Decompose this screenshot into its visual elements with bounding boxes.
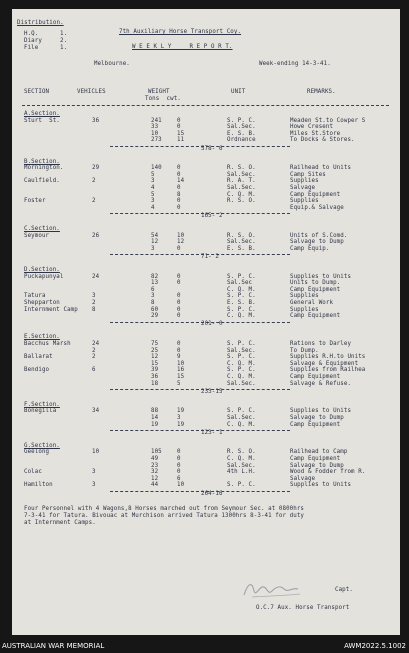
cell-tons: 12 <box>151 475 159 482</box>
cell-remarks: General Work <box>290 300 334 306</box>
cell-unit: R. S. O. <box>227 165 256 172</box>
cell-remarks: Salvage & Refuse. <box>290 380 352 387</box>
cell-unit: Sal.Sec. <box>227 124 256 131</box>
subtotal-rule <box>110 491 290 492</box>
cell-unit: R. S. O. <box>227 449 256 456</box>
distribution-title: Distribution. <box>17 20 64 26</box>
section-subtotal: 233-15 <box>201 388 223 395</box>
note-line: Four Personnel with 4 Wagons,8 Horses marched out from Seymour Sec. at 0800hrs <box>24 505 305 512</box>
cell-unit: S. P. C. <box>227 306 256 313</box>
signoff-rank: Capt. <box>335 587 353 593</box>
cell-remarks: Salvage <box>290 185 316 191</box>
cell-cwt: 19 <box>177 421 185 428</box>
cell-unit: Sal.Sec. <box>227 171 256 178</box>
cell-tons: 32 <box>151 469 159 476</box>
cell-section: Mornington. <box>24 165 64 172</box>
report-location: Melbourne. <box>94 61 130 67</box>
cell-remarks: Supplies <box>290 306 319 313</box>
cell-tons: 29 <box>151 313 159 320</box>
cell-remarks: Camp Equipment <box>290 286 341 293</box>
cell-cwt: 5 <box>177 380 181 387</box>
section-subtotal: 71- 2 <box>201 253 219 260</box>
cell-remarks: Miles St.Store <box>290 130 341 137</box>
cell-cwt: 0 <box>177 347 181 354</box>
cell-remarks: Supplies R.H.to Units <box>290 354 366 361</box>
cell-cwt: 0 <box>177 280 181 287</box>
cell-vehicles: 2 <box>92 300 96 306</box>
cell-unit: S. P. C. <box>227 117 256 124</box>
cell-cwt: 10 <box>177 482 185 489</box>
cell-remarks: Rations to Darley <box>290 341 352 347</box>
cell-section: C.Section. <box>24 226 60 232</box>
cell-cwt: 0 <box>177 300 181 306</box>
cell-cwt: 0 <box>177 293 181 300</box>
cell-cwt: 15 <box>177 130 185 137</box>
cell-section: Tatura <box>24 293 46 300</box>
cell-unit: S. P. C. <box>227 341 256 347</box>
cell-vehicles: 3 <box>92 293 96 300</box>
cell-tons: 49 <box>151 456 159 462</box>
unit-name: 7th Auxiliary Horse Transport Coy. <box>119 29 242 35</box>
header-rule <box>22 105 389 106</box>
cell-unit: S. P. C. <box>227 482 256 489</box>
cell-section: D.Section. <box>24 267 60 273</box>
cell-cwt: 0 <box>177 469 181 476</box>
cell-remarks: Salvage to Dump <box>290 462 344 469</box>
cell-vehicles: 8 <box>92 306 96 313</box>
cell-unit: E. S. B. <box>227 300 256 306</box>
cell-tons: 12 <box>151 354 159 361</box>
cell-remarks: Equip.& Salvage <box>290 204 344 211</box>
cell-remarks: Supplies <box>290 178 319 185</box>
cell-tons: 3 <box>151 245 155 252</box>
cell-tons: 3 <box>151 293 155 300</box>
cell-cwt: 0 <box>177 198 181 205</box>
cell-unit: S. P. C. <box>227 367 256 374</box>
cell-cwt: 0 <box>177 273 181 280</box>
cell-remarks: Salvage to Dump <box>290 415 344 421</box>
cell-section: Seymour <box>24 232 50 239</box>
cell-tons: 8 <box>151 300 155 306</box>
cell-tons: 4 <box>151 204 155 211</box>
cell-unit: C. Q. M. <box>227 286 256 293</box>
cell-tons: 18 <box>151 380 159 387</box>
cell-remarks: Supplies to Units <box>290 273 352 280</box>
cell-section: Shepparton <box>24 300 60 306</box>
cell-tons: 33 <box>151 124 159 131</box>
col-vehicles: VEHICLES <box>77 89 106 95</box>
cell-tons: 82 <box>151 273 159 280</box>
cell-remarks: Camp Equipment <box>290 374 341 380</box>
cell-unit: C. Q. M. <box>227 456 256 462</box>
note-line: 7-3-41 for Tatura. Bivouac at Murchison arrived Tatura 1300hrs 8-3-41 for duty <box>24 512 305 519</box>
cell-tons: 25 <box>151 347 159 354</box>
cell-tons: 54 <box>151 232 159 239</box>
note-line: at Internment Camps. <box>24 519 96 526</box>
cell-tons: 5 <box>151 191 155 198</box>
cell-cwt: 15 <box>177 374 185 380</box>
cell-tons: 13 <box>151 280 159 287</box>
cell-vehicles: 24 <box>92 273 100 280</box>
cell-cwt: 0 <box>177 117 181 124</box>
cell-remarks: Howe Cresent <box>290 124 334 131</box>
cell-vehicles: 2 <box>92 178 96 185</box>
cell-tons: 6 <box>151 286 155 293</box>
cell-cwt: 0 <box>177 124 181 131</box>
cell-vehicles: 29 <box>92 165 100 172</box>
cell-remarks: Wood & Fodder from R. <box>290 469 366 476</box>
cell-tons: 12 <box>151 239 159 246</box>
section-subtotal: 201- 0 <box>201 321 223 328</box>
col-weight: WEIGHT <box>148 89 170 95</box>
cell-tons: 39 <box>151 367 159 374</box>
cell-unit: S. P. C. <box>227 293 256 300</box>
cell-section: Internment Camp <box>24 306 78 313</box>
cell-unit: E. S. B. <box>227 245 256 252</box>
cell-tons: 4 <box>151 185 155 191</box>
cell-remarks: Camp Equip. <box>290 245 330 252</box>
cell-unit: S. P. C. <box>227 408 256 415</box>
cell-cwt: 0 <box>177 204 181 211</box>
cell-cwt: 0 <box>177 306 181 313</box>
cell-vehicles: 2 <box>92 347 96 354</box>
cell-unit: Sal.Sec. <box>227 347 256 354</box>
cell-section: Hamilton <box>24 482 53 489</box>
cell-remarks: Meaden St.to Cowper S <box>290 117 366 124</box>
cell-vehicles: 3 <box>92 469 96 476</box>
cell-remarks: Supplies <box>290 293 319 300</box>
cell-remarks: Salvage to Dump <box>290 239 344 246</box>
cell-cwt: 0 <box>177 313 181 320</box>
col-remarks: REMARKS. <box>307 89 336 95</box>
cell-vehicles: 2 <box>92 198 96 205</box>
cell-remarks: Camp Sites <box>290 171 326 178</box>
cell-tons: 75 <box>151 341 159 347</box>
cell-cwt: 11 <box>177 137 185 144</box>
cell-section: E.Section. <box>24 334 60 341</box>
cell-cwt: 16 <box>177 367 185 374</box>
cell-section: Ballarat <box>24 354 53 361</box>
cell-unit: S. P. C. <box>227 273 256 280</box>
cell-vehicles: 26 <box>92 232 100 239</box>
cell-vehicles: 36 <box>92 117 100 124</box>
cell-vehicles: 34 <box>92 408 100 415</box>
cell-tons: 241 <box>151 117 162 124</box>
cell-section: Puckapunyal <box>24 273 64 280</box>
cell-cwt: 3 <box>177 415 181 421</box>
cell-cwt: 10 <box>177 232 185 239</box>
cell-tons: 105 <box>151 449 162 456</box>
cell-cwt: 19 <box>177 408 185 415</box>
cell-remarks: Railhead to Camp <box>290 449 348 456</box>
cell-section: Bendigo <box>24 367 50 374</box>
cell-unit: R. S. O. <box>227 232 256 239</box>
cell-remarks: Camp Equipment <box>290 456 341 462</box>
cell-unit: E. S. B. <box>227 130 256 137</box>
section-subtotal: 578- 6 <box>201 145 223 152</box>
cell-cwt: 6 <box>177 475 181 482</box>
cell-cwt: 0 <box>177 171 181 178</box>
cell-section: G.Section. <box>24 442 60 449</box>
cell-vehicles: 2 <box>92 354 96 361</box>
cell-cwt: 0 <box>177 341 181 347</box>
cell-remarks: Camp Equipment <box>290 313 341 320</box>
cell-tons: 10 <box>151 130 159 137</box>
cell-remarks: To Docks & Stores. <box>290 137 355 144</box>
cell-tons: 44 <box>151 482 159 489</box>
distribution-recipient: Diary <box>24 38 42 44</box>
cell-cwt: 8 <box>177 191 181 198</box>
cell-unit: Sal.Sec <box>227 280 253 287</box>
cell-tons: 23 <box>151 462 159 469</box>
cell-unit: C. Q. M. <box>227 360 256 367</box>
cell-cwt: 9 <box>177 354 181 361</box>
cell-vehicles: 24 <box>92 341 100 347</box>
cell-unit: Ordnance <box>227 137 256 144</box>
section-subtotal: 264-16 <box>201 490 223 497</box>
cell-section: Colac <box>24 469 42 476</box>
cell-section: Geelong <box>24 449 50 456</box>
distribution-recipient: File <box>24 45 39 51</box>
cell-unit: Sal.Sec. <box>227 239 256 246</box>
col-section: SECTION <box>24 89 50 95</box>
distribution-quantity: 1. <box>60 31 68 37</box>
cell-unit: C. Q. M. <box>227 313 256 320</box>
cell-tons: 3 <box>151 178 155 185</box>
cell-unit: Sal.Sec. <box>227 415 256 421</box>
cell-unit: R. S. O. <box>227 198 256 205</box>
cell-unit: 4th L.H. <box>227 469 256 476</box>
cell-unit: S. P. C. <box>227 354 256 361</box>
cell-section: Foster <box>24 198 46 205</box>
col-unit: UNIT <box>231 89 246 95</box>
cell-remarks: Supplies <box>290 198 319 205</box>
cell-unit: Sal.Sec. <box>227 380 256 387</box>
footer-reference-number: AWM2022.5.1002 <box>344 642 406 650</box>
cell-remarks: Railhead to Units <box>290 165 352 172</box>
cell-remarks: Supplies to Units <box>290 482 352 489</box>
cell-section: A.Section. <box>24 111 60 117</box>
cell-section: Caulfield. <box>24 178 60 185</box>
cell-tons: 14 <box>151 415 159 421</box>
subtotal-rule <box>110 254 290 255</box>
cell-unit: C. Q. M. <box>227 421 256 428</box>
cell-section: Sturt St. <box>24 117 60 124</box>
cell-section: Bonegilla <box>24 408 57 415</box>
cell-unit: Sal.Sec. <box>227 185 256 191</box>
cell-remarks: Salvage & Equipment <box>290 360 359 367</box>
cell-tons: 15 <box>151 360 159 367</box>
cell-remarks: Camp Equipment <box>290 421 341 428</box>
subtotal-rule <box>110 146 290 147</box>
distribution-recipient: H.Q. <box>24 31 39 37</box>
cell-tons: 273 <box>151 137 162 144</box>
cell-remarks: To Dump. <box>290 347 319 354</box>
cell-remarks: Supplies from Railhea <box>290 367 366 374</box>
cell-remarks: Units to Dump. <box>290 280 341 287</box>
cell-unit: R. A. T. <box>227 178 256 185</box>
cell-vehicles: 10 <box>92 449 100 456</box>
subtotal-rule <box>110 322 290 323</box>
cell-vehicles: 6 <box>92 367 96 374</box>
cell-cwt: 0 <box>177 462 181 469</box>
cell-vehicles: 3 <box>92 482 96 489</box>
cell-tons: 36 <box>151 374 159 380</box>
cell-cwt: 0 <box>177 245 181 252</box>
cell-cwt: 0 <box>177 185 181 191</box>
distribution-quantity: 1. <box>60 45 68 51</box>
cell-tons: 19 <box>151 421 159 428</box>
cell-unit: Sal.Sec. <box>227 462 256 469</box>
cell-section: B.Section. <box>24 158 60 165</box>
cell-tons: 5 <box>151 171 155 178</box>
cell-remarks: Salvage <box>290 475 316 482</box>
report-title: W E E K L Y R E P O R T. <box>132 44 233 50</box>
cell-unit: C. Q. M. <box>227 374 256 380</box>
section-subtotal: 165- 2 <box>201 212 223 219</box>
week-ending: Week-ending 14-3-41. <box>259 61 331 67</box>
signoff-title: O.C.7 Aux. Horse Transport <box>256 605 350 611</box>
cell-tons: 3 <box>151 198 155 205</box>
cell-cwt: 14 <box>177 178 185 185</box>
cell-tons: 88 <box>151 408 159 415</box>
subtotal-rule <box>110 389 290 390</box>
cell-cwt: 12 <box>177 239 185 246</box>
distribution-quantity: 2. <box>60 38 68 44</box>
cell-section: Bacchus Marsh <box>24 341 71 347</box>
cell-cwt: 0 <box>177 449 181 456</box>
subtotal-rule <box>110 213 290 214</box>
handwritten-signature <box>238 577 308 601</box>
cell-cwt: 10 <box>177 360 185 367</box>
section-subtotal: 123- 1 <box>201 429 223 436</box>
cell-cwt: 0 <box>177 165 181 172</box>
col-weight-units: Tons cwt. <box>145 96 181 102</box>
subtotal-rule <box>110 430 290 431</box>
cell-remarks: Supplies to Units <box>290 408 352 415</box>
cell-unit: C. Q. M. <box>227 191 256 198</box>
cell-cwt: 0 <box>177 456 181 462</box>
footer-archive-name: AUSTRALIAN WAR MEMORIAL <box>2 642 105 650</box>
cell-remarks: Units of S.Comd. <box>290 232 348 239</box>
cell-tons: 60 <box>151 306 159 313</box>
cell-section: F.Section. <box>24 401 60 408</box>
cell-tons: 140 <box>151 165 162 172</box>
cell-remarks: Camp Equipment <box>290 191 341 198</box>
